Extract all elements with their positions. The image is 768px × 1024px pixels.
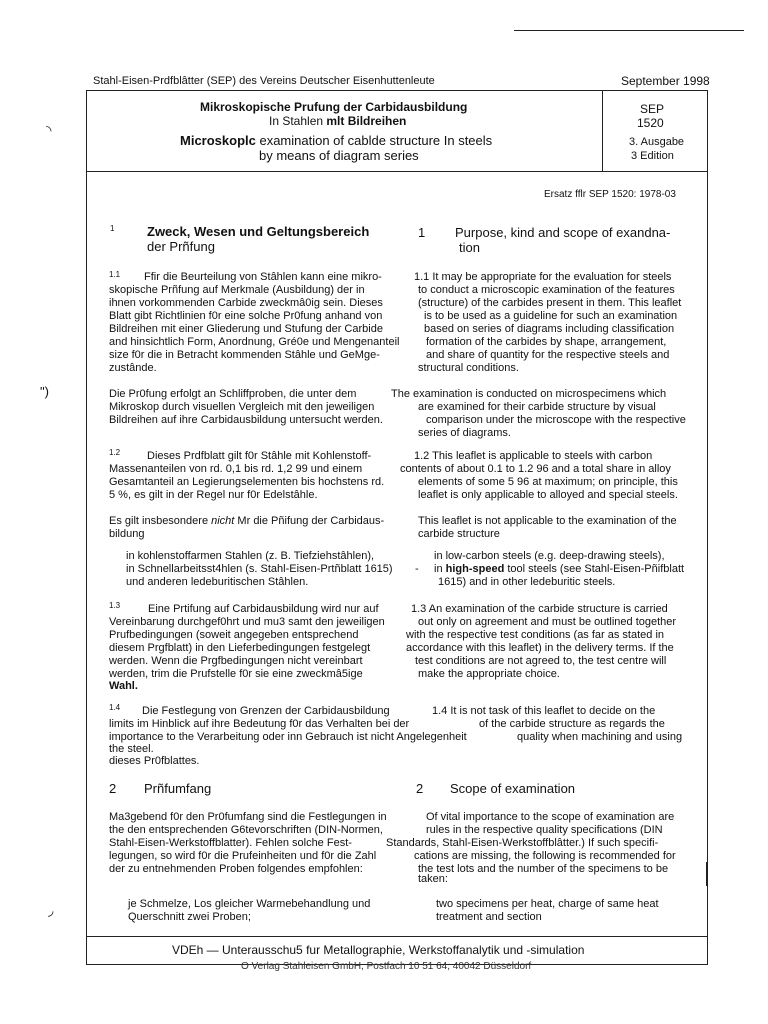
edition-de: 3. Ausgabe — [629, 136, 685, 148]
p14-en-line: quality when machining and using — [517, 731, 683, 743]
section1-title-de-1: Zweck, Wesen und Geltungsbereich — [147, 224, 370, 239]
p12-de-line: Massenanteilen von rd. 0,1 bis rd. 1,2 99 und einem — [109, 463, 363, 475]
scan-edge-mark — [706, 862, 707, 886]
p13-de-line: werden, trim die Prufstelle f0r sie eine zweckmâ5ige — [109, 668, 363, 680]
p2-en-line: Of vital importance to the scope of examination are — [426, 811, 675, 823]
p12b-en-line2: carbide structure — [418, 528, 500, 540]
p2-en-line: the test lots and the number of the specimens to be — [418, 863, 669, 875]
p14-num: 1.4 — [109, 703, 121, 712]
list2-de-item: je Schmelze, Los gleicher Warmebehandlung und — [128, 898, 371, 910]
p11b-en-line: are examined for their carbide structure by visual — [418, 401, 656, 413]
footer-rule — [86, 936, 708, 937]
p11b-de-line: Mikroskop durch visuellen Vergleich mit den jeweiligen — [109, 401, 375, 413]
p13-en-line: make the appropriate choice. — [418, 668, 560, 680]
title-en-line1: Microskoplc examination of cablde structure In steels — [180, 133, 493, 148]
series-title: Stahl-Eisen-Prdfblâtter (SEP) des Vereins Deutscher Eisenhuttenleute — [93, 75, 435, 87]
p2-de-line: Stahl-Eisen-Werkstoffblatter). Fehlen solche Fest- — [109, 837, 352, 849]
title-de-line1: Mikroskopische Prufung der Carbidausbildung — [200, 100, 468, 114]
sep-number: 1520 — [637, 116, 664, 130]
list12-de-item: und anderen ledeburitischen Stâhlen. — [126, 576, 309, 588]
p12-de-line: Gesamtanteil an Legierungselementen bis hochstens rd. — [109, 476, 385, 488]
list12-dash: - — [415, 563, 419, 575]
p13-de-line: Eine Prtifung auf Carbidausbildung wird nur auf — [148, 603, 379, 615]
list12-en-item: in low-carbon steels (e.g. deep-drawing steels), — [434, 550, 665, 562]
list12-de-item: in Schnellarbeitsst4hlen (s. Stahl-Eisen-Prtñblatt 1615) — [126, 563, 393, 575]
replaces-note: Ersatz fflr SEP 1520: 1978-03 — [544, 189, 676, 200]
p11-en-line: formation of the carbides by shape, arrangement, — [426, 336, 667, 348]
p12-num: 1.2 — [109, 448, 121, 457]
p2-de-line: the den entsprechenden G6tevorschriften (DIN-Normen, — [109, 824, 383, 836]
p13-en-line: with the respective test conditions (as far as stated in — [406, 629, 665, 641]
p11-en-line: and share of quantity for the respective steels and — [426, 349, 670, 361]
p13-en-line: test conditions are not agreed to, the test centre will — [415, 655, 667, 667]
p11-de-line: Bildreihen mit einer Gliederung und Stufung der Carbide — [109, 323, 383, 335]
section1-title-de-2: der Prñfung — [147, 239, 215, 254]
p11-de-line: zustânde. — [109, 362, 157, 374]
section2-num-de: 2 — [109, 781, 117, 796]
p13-en-line: accordance with this leaflet) in the delivery terms. If the — [406, 642, 674, 654]
p13-en-line: out only on agreement and must be outlined together — [418, 616, 677, 628]
p11b-en-line: The examination is conducted on microspecimens which — [391, 388, 667, 400]
title-block-bottom-rule — [86, 171, 708, 172]
hole-punch-mark-top: ◝ — [46, 122, 52, 138]
title-en-line2: by means of diagram series — [259, 148, 419, 163]
p11-de-line: and hinsichtlich Form, Anordnung, Gré0e und Mengenanteil — [109, 336, 400, 348]
p11-en-line: 1.1 It may be appropriate for the evaluation for steels — [414, 271, 672, 283]
section2-title-de: Prñfumfang — [144, 781, 212, 796]
title-de-line2: In Stahlen mlt Bildreihen — [269, 114, 407, 128]
p11-en-line: to conduct a microscopic examination of the features — [418, 284, 675, 296]
section1-num-en: 1 — [418, 225, 426, 240]
section2-num-en: 2 — [416, 781, 424, 796]
top-rule — [514, 30, 744, 31]
p11-en-line: (structure) of the carbides present in them. This leaflet — [418, 297, 682, 309]
p13-de-line: werden. Wenn die Prgfbedingungen nicht vereinbart — [109, 655, 363, 667]
p11-de-line: Blatt gibt Richtlinien f0r eine solche Pr0fung anhand von — [109, 310, 383, 322]
p2-de-line: legungen, so wird f0r die Prufeinheiten und f0r die Zahl — [109, 850, 377, 862]
issue-date: September 1998 — [621, 74, 710, 88]
sep-code: SEP — [640, 102, 665, 116]
section1-title-en-2: tion — [459, 240, 480, 255]
title-block-divider — [602, 90, 603, 171]
edition-en: 3 Edition — [631, 150, 674, 162]
p13-de-line: Vereinbarung durchgef0hrt und mu3 samt den jeweiligen — [109, 616, 385, 628]
p14-de-line: Die Festlegung von Grenzen der Carbidausbildung — [142, 705, 390, 717]
p12-de-line: Dieses Prdfblatt gilt f0r Stâhle mit Kohlenstoff- — [147, 450, 372, 462]
p14-en-line: of the carbide structure as regards the — [479, 718, 665, 730]
p14-en-line: 1.4 It is not task of this leaflet to decide on the — [432, 705, 656, 717]
p11-en-line: based on series of diagrams including classification — [424, 323, 675, 335]
p2-en-line: rules in the respective quality specifications (DIN — [426, 824, 663, 836]
list2-en-item: two specimens per heat, charge of same heat — [436, 898, 659, 910]
section1-num-de: 1 — [110, 224, 115, 233]
section2-title-en: Scope of examination — [450, 781, 576, 796]
p13-en-line: 1.3 An examination of the carbide structure is carried — [411, 603, 668, 615]
p11-num: 1.1 — [109, 270, 121, 279]
p11-en-line: is to be used as a guideline for such an examination — [424, 310, 678, 322]
p12b-de-line2: bildung — [109, 528, 145, 540]
p11-en-line: structural conditions. — [418, 362, 519, 374]
section1-title-en-1: Purpose, kind and scope of exandna- — [455, 225, 671, 240]
p2-en-line: taken: — [418, 873, 448, 885]
list2-de-item: Querschnitt zwei Proben; — [128, 911, 251, 923]
p14-de-line: limits im Hinblick auf ihre Bedeutung f0r das Verhalten bei der — [109, 718, 410, 730]
footer-committee: VDEh — Unterausschu5 fur Metallographie, Werkstoffanalytik und -simulation — [172, 943, 585, 957]
p11b-de-line: Die Pr0fung erfolgt an Schliffproben, die unter dem — [109, 388, 357, 400]
p14-de-line: importance to the Verarbeitung oder inn Gebrauch ist nicht Angelegenheit — [109, 731, 467, 743]
list2-en-item: treatment and section — [436, 911, 542, 923]
p13-num: 1.3 — [109, 601, 121, 610]
p12b-en-line1: This leaflet is not applicable to the examination of the — [418, 515, 677, 527]
p12-en-line: elements of some 5 96 at maximum; on principle, this — [418, 476, 678, 488]
list12-de-item: in kohlenstoffarmen Stahlen (z. B. Tiefziehstâhlen), — [126, 550, 375, 562]
hole-punch-mark-bottom: ◞ — [48, 902, 54, 918]
p11b-en-line: series of diagrams. — [418, 427, 511, 439]
p12-en-line: contents of about 0.1 to 1.2 96 and a total share in alloy — [400, 463, 671, 475]
p13-de-line: Prufbedingungen (soweit angegeben entsprechend — [109, 629, 359, 641]
p13-de-line: diesem Prgfblatt) in den Lieferbedingungen festgelegt — [109, 642, 371, 654]
p2-en-line: Standards, Stahl-Eisen-Werkstoffblâtter.) If such specifi- — [386, 837, 659, 849]
p11-de-line: Ffir die Beurteilung von Stâhlen kann eine mikro- — [144, 271, 382, 283]
p14-de-line: dieses Pr0fblattes. — [109, 755, 200, 767]
p14-de-line: the steel. — [109, 743, 154, 755]
p2-de-line: Ma3gebend f0r den Pr0fumfang sind die Festlegungen in — [109, 811, 387, 823]
p12-en-line: leaflet is only applicable to alloyed and special steels. — [418, 489, 678, 501]
p11b-en-line: comparison under the microscope with the respective — [426, 414, 686, 426]
p11-de-line: size f0r die in Betracht kommenden Stâhle und GeMge- — [109, 349, 380, 361]
list12-en-item: 1615) and in other ledeburitic steels. — [438, 576, 616, 588]
margin-mark: ") — [40, 384, 49, 399]
p11-de-line: ihnen vorkommenden Carbide zweckmâ0ig sein. Dieses — [109, 297, 383, 309]
p12-de-line: 5 %, es gilt in der Regel nur f0r Edelstâhle. — [109, 489, 318, 501]
p13-de-last: Wahl. — [109, 680, 138, 692]
list12-en-item: in high-speed tool steels (see Stahl-Eisen-Pñifblatt — [434, 563, 685, 575]
p11-de-line: skopische Prñfung auf Merkmale (Ausbildung) der in — [109, 284, 365, 296]
p11b-de-line: Bildreihen auf ihre Carbidausbildung untersucht werden. — [109, 414, 383, 426]
p12-en-line: 1.2 This leaflet is applicable to steels with carbon — [414, 450, 653, 462]
p2-en-line: cations are missing, the following is recommended for — [414, 850, 676, 862]
p12b-de-line1: Es gilt insbesondere nicht Mr die Pñifung der Carbidaus- — [109, 515, 385, 527]
footer-publisher: O Verlag Stahleisen GmbH, Postfach 10 51 64, 40042 Düsseldorf — [241, 961, 532, 972]
p2-de-line: der zu entnehmenden Proben folgendes empfohlen: — [109, 863, 363, 875]
